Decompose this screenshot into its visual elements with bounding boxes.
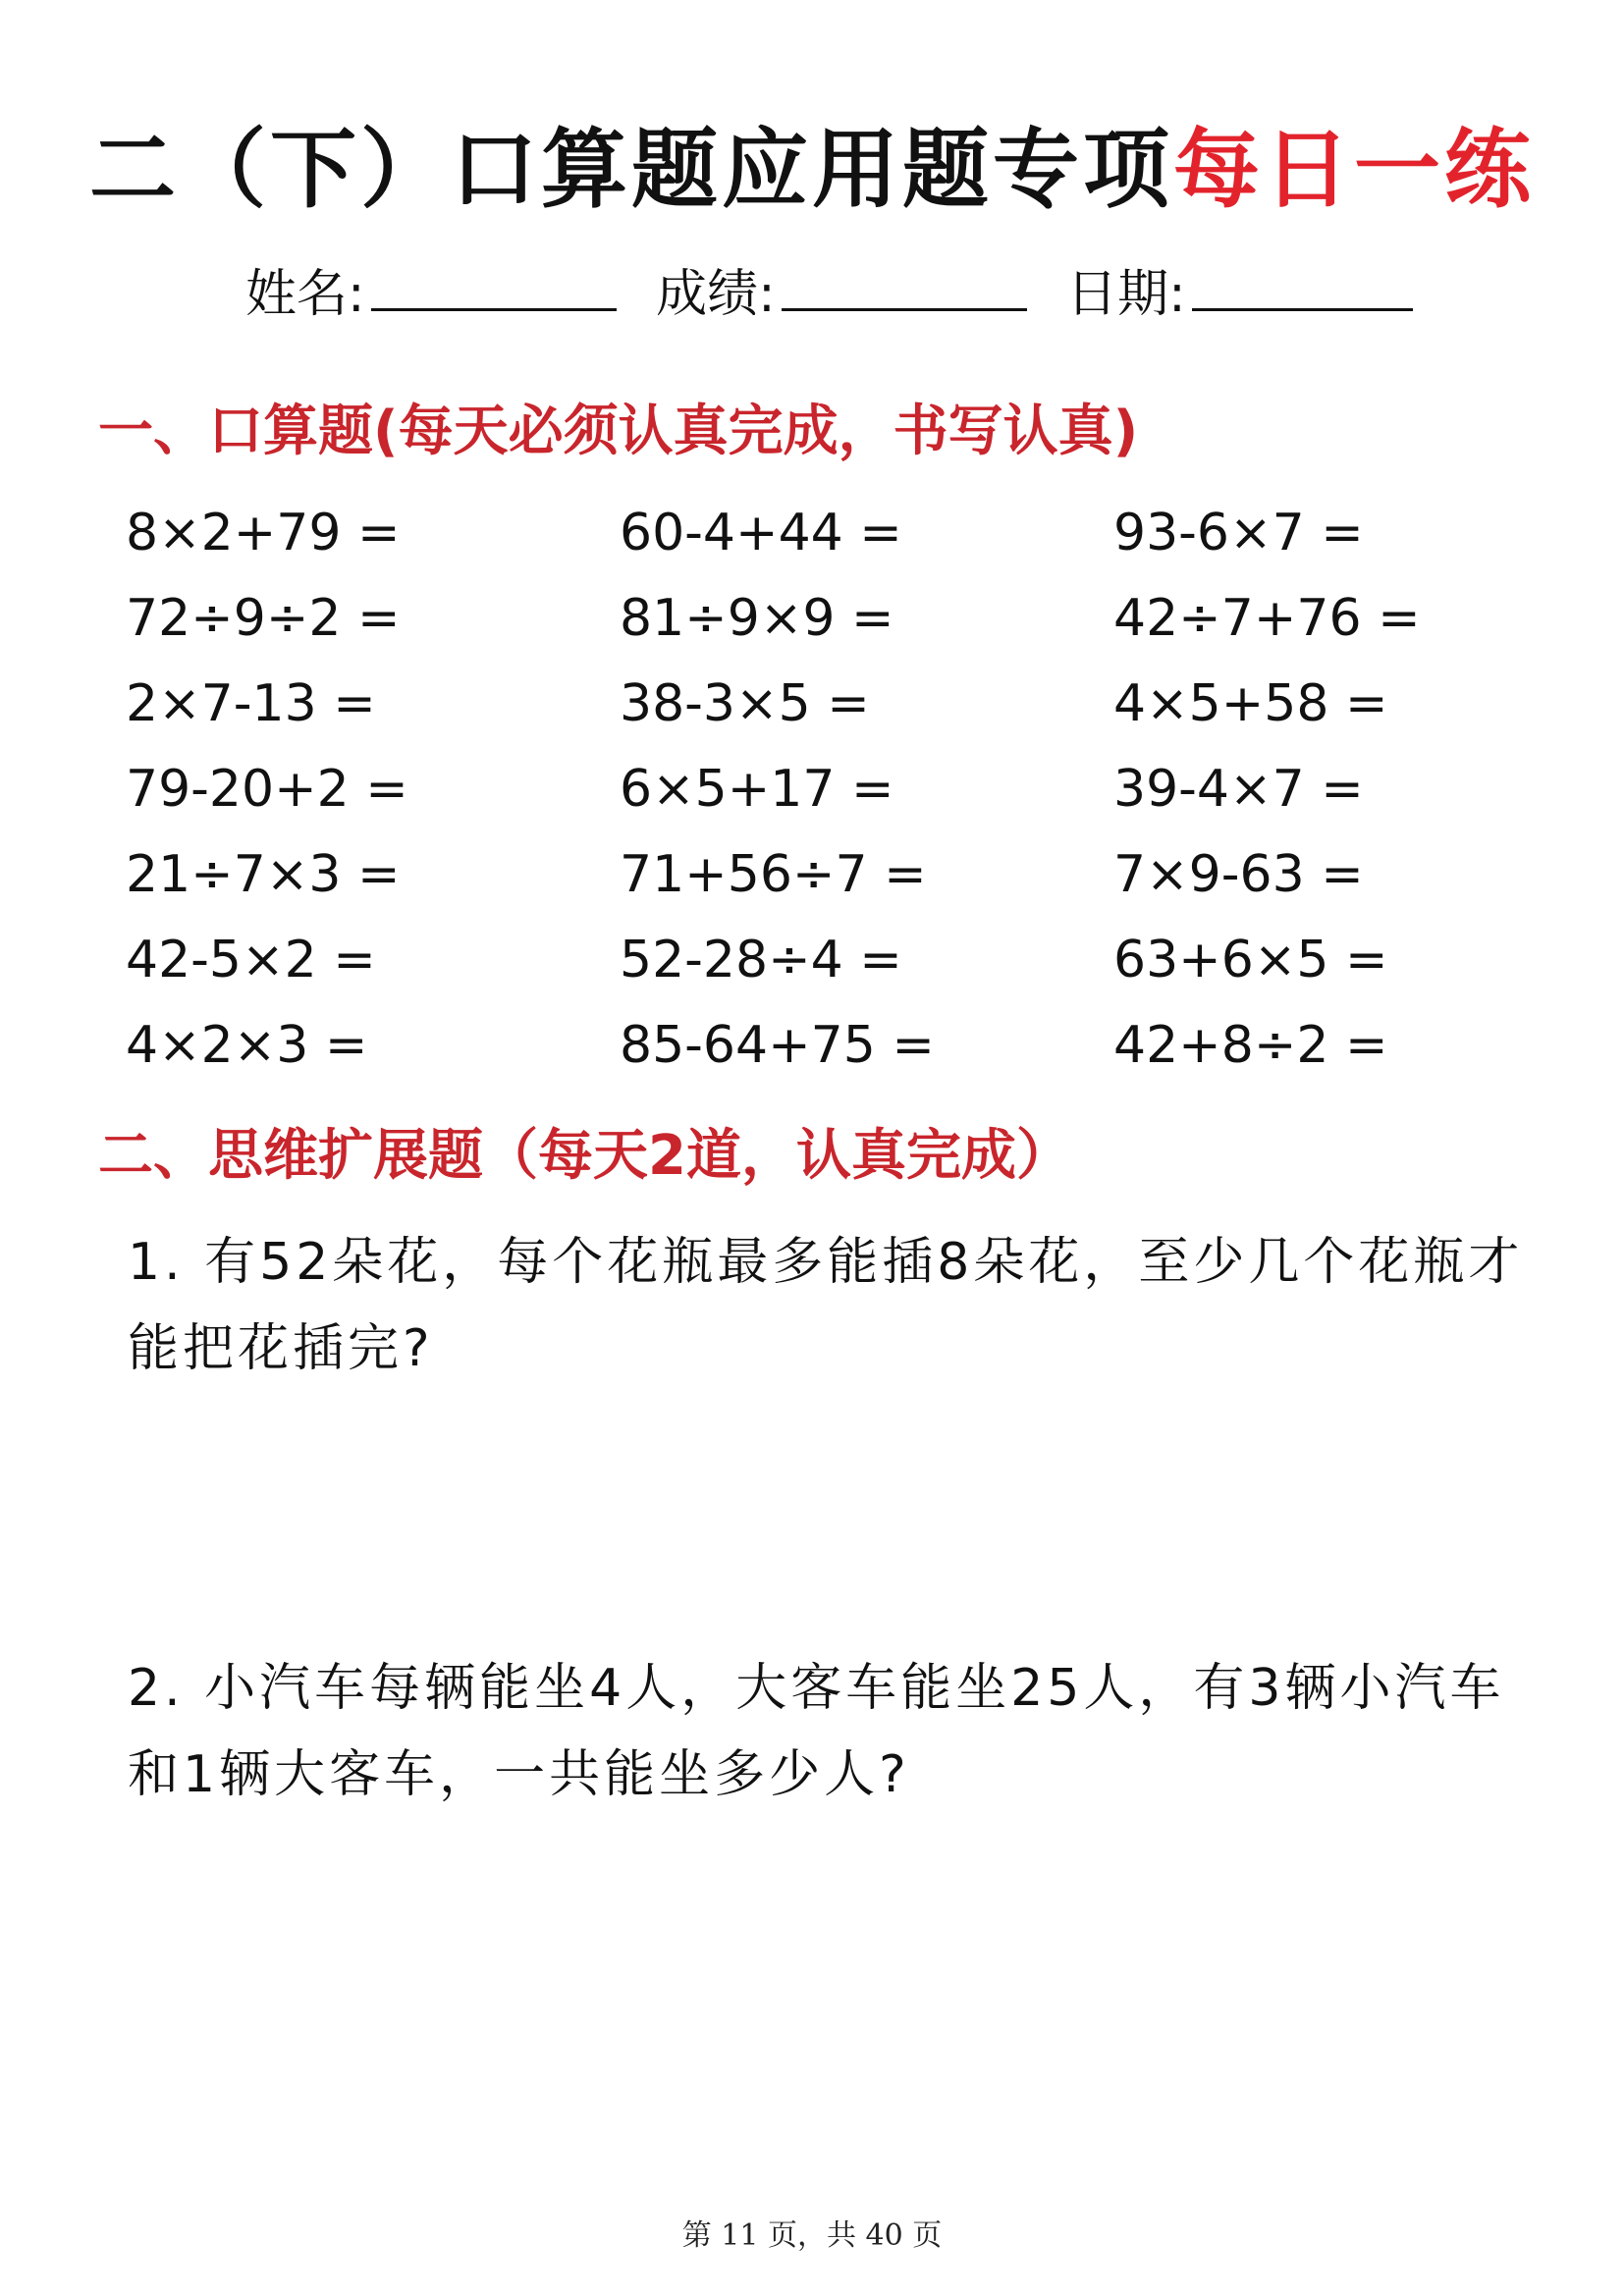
math-problem: 21÷7×3 = [126, 845, 401, 904]
date-field [1066, 257, 1413, 329]
name-blank[interactable] [371, 257, 617, 311]
math-problem: 7×9-63 = [1113, 845, 1364, 904]
student-info-row [245, 257, 1436, 329]
math-problem: 52-28÷4 = [620, 931, 902, 989]
math-problem: 93-6×7 = [1113, 504, 1364, 562]
score-label: 成绩: [656, 265, 776, 324]
math-problem: 39-4×7 = [1113, 760, 1364, 819]
math-problem: 42÷7+76 = [1113, 589, 1421, 648]
page-title [0, 116, 1624, 224]
name-label: 姓名: [245, 265, 365, 324]
title-accent: 每日一练 [1173, 119, 1536, 220]
name-field [245, 257, 617, 329]
math-problem: 8×2+79 = [126, 504, 401, 562]
date-label: 日期: [1066, 265, 1186, 324]
math-problem: 85-64+75 = [620, 1016, 935, 1075]
math-problem: 4×5+58 = [1113, 674, 1388, 733]
mental-math-grid [126, 499, 1598, 1096]
math-problem: 60-4+44 = [620, 504, 902, 562]
word-problem-2: 2. 小汽车每辆能坐4人，大客车能坐25人，有3辆小汽车和1辆大客车，一共能坐多少人? [128, 1659, 1505, 1804]
section2-heading: 二、思维扩展题（每天2道，认真完成） [98, 1124, 1071, 1188]
math-problem: 2×7-13 = [126, 674, 376, 733]
math-problem: 38-3×5 = [620, 674, 870, 733]
section1-heading: 一、口算题(每天必须认真完成，书写认真) [98, 400, 1139, 463]
math-problem: 71+56÷7 = [620, 845, 927, 904]
math-problem: 42+8÷2 = [1113, 1016, 1388, 1075]
math-problem: 63+6×5 = [1113, 931, 1388, 989]
date-blank[interactable] [1192, 257, 1413, 311]
page-number: 第 11 页，共 40 页 [681, 2218, 943, 2253]
math-problem: 81÷9×9 = [620, 589, 894, 648]
score-blank[interactable] [782, 257, 1027, 311]
word-problem-1: 1. 有52朵花，每个花瓶最多能插8朵花，至少几个花瓶才能把花插完? [128, 1233, 1524, 1378]
math-problem: 79-20+2 = [126, 760, 408, 819]
math-problem: 4×2×3 = [126, 1016, 368, 1075]
math-problem: 6×5+17 = [620, 760, 894, 819]
math-problem: 72÷9÷2 = [126, 589, 401, 648]
math-problem: 42-5×2 = [126, 931, 376, 989]
score-field [656, 257, 1027, 329]
title-main: 二（下）口算题应用题专项 [88, 119, 1173, 220]
